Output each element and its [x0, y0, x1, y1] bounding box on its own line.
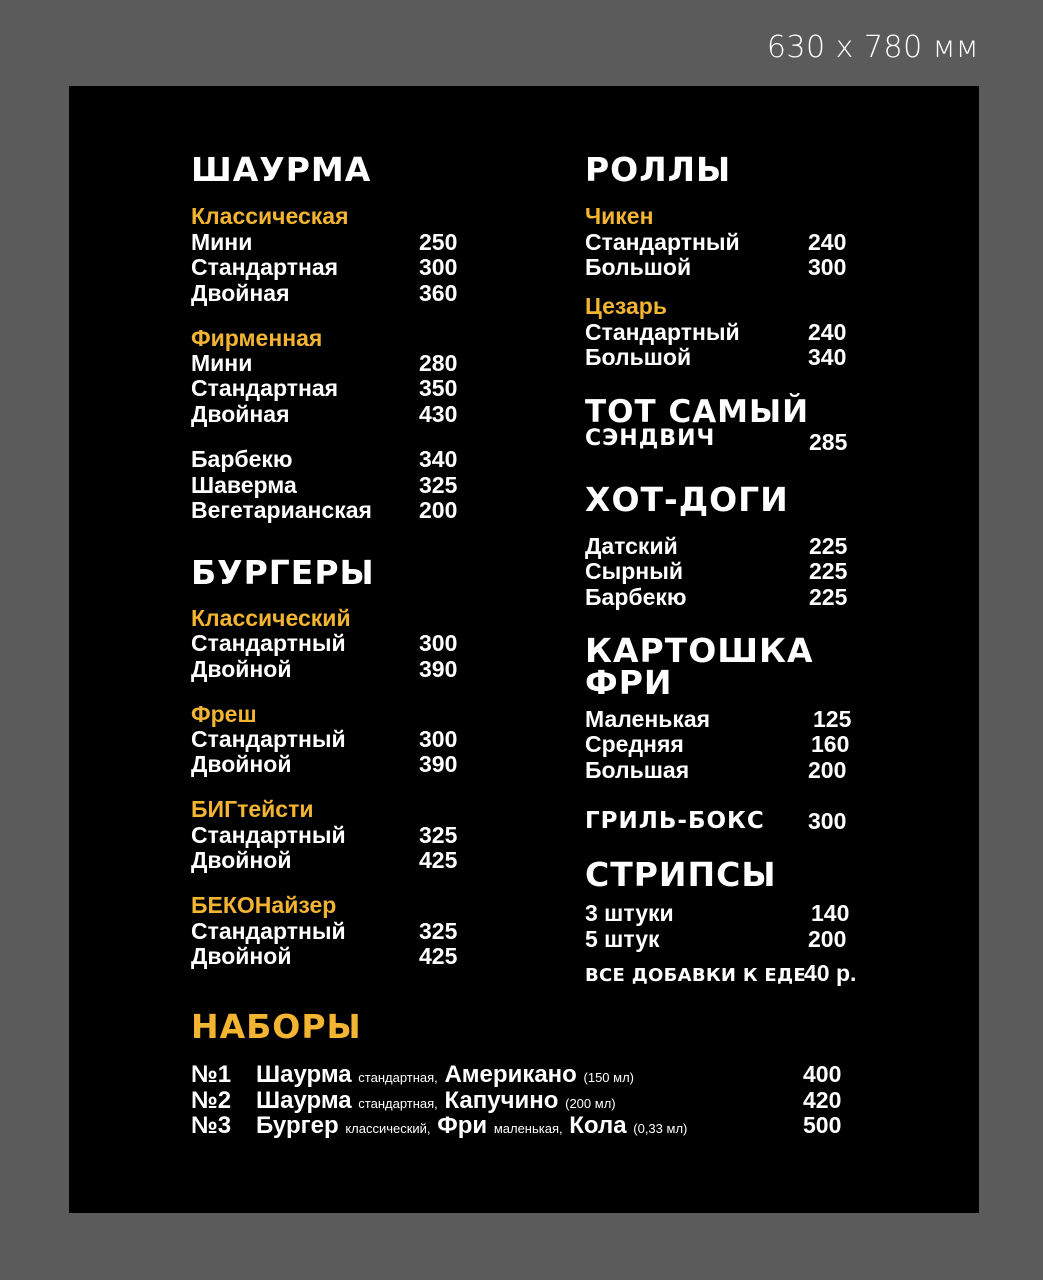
- burgers-title: БУРГЕРЫ: [191, 553, 375, 592]
- menu-item-name: Средняя: [585, 731, 684, 757]
- sandwich-subtitle: СЭНДВИЧ: [585, 426, 716, 451]
- menu-item-name: Вегетарианская: [191, 497, 372, 523]
- combo-item: Кола: [569, 1112, 627, 1139]
- menu-item-price: 160: [811, 731, 850, 757]
- menu-item-price: 360: [419, 280, 458, 306]
- menu-item-name: Маленькая: [585, 706, 711, 732]
- menu-item-name: Стандартный: [585, 229, 740, 255]
- combo-note: маленькая,: [493, 1121, 563, 1136]
- combo-line: [256, 1114, 687, 1138]
- menu-item-name: Барбекю: [191, 446, 293, 472]
- menu-item-price: 200: [808, 757, 847, 783]
- menu-item-price: 325: [419, 822, 458, 848]
- menu-item-price: 125: [813, 706, 852, 732]
- menu-item-name: Стандартный: [191, 822, 346, 848]
- combo-price: 400: [803, 1061, 842, 1087]
- combo-item: Фри: [437, 1112, 488, 1139]
- menu-item-name: Стандартный: [191, 726, 346, 752]
- combo-note: стандартная,: [358, 1096, 438, 1111]
- menu-item-name: Двойной: [191, 847, 292, 873]
- menu-item-price: 325: [419, 918, 458, 944]
- menu-item-price: 340: [808, 344, 847, 370]
- menu-item-price: 225: [809, 558, 848, 584]
- menu-item-price: 325: [419, 472, 458, 498]
- menu-item-name: Двойной: [191, 943, 292, 969]
- menu-item-name: Стандартный: [191, 918, 346, 944]
- strips-title: СТРИПСЫ: [585, 855, 777, 894]
- combo-note: классический,: [345, 1121, 431, 1136]
- grill-box-title: ГРИЛЬ-БОКС: [585, 808, 765, 834]
- addons-price: 40 р.: [804, 960, 857, 986]
- combo-item: Капучино: [444, 1087, 559, 1114]
- menu-item-name: Мини: [191, 350, 253, 376]
- combo-note: (150 мл): [583, 1070, 634, 1085]
- menu-item-price: 300: [419, 254, 458, 280]
- sandwich-price: 285: [809, 429, 848, 455]
- menu-item-name: Большая: [585, 757, 690, 783]
- burgers-group-baconizer: БЕКОНайзер: [191, 892, 337, 918]
- fries-title-line2: ФРИ: [585, 663, 673, 702]
- menu-item-name: Большой: [585, 254, 692, 280]
- menu-item-price: 300: [419, 726, 458, 752]
- menu-item-name: Двойной: [191, 656, 292, 682]
- menu-item-price: 200: [419, 497, 458, 523]
- menu-item-name: Стандартная: [191, 375, 339, 401]
- sandwich-title: ТОТ САМЫЙ: [585, 394, 810, 430]
- menu-item-name: Шаверма: [191, 472, 297, 498]
- combo-number: №2: [191, 1087, 232, 1114]
- fries-title: КАРТОШКА: [585, 631, 814, 670]
- menu-item-name: Стандартный: [585, 319, 740, 345]
- menu-item-name: Двойной: [191, 751, 292, 777]
- burgers-group-fresh: Фреш: [191, 701, 257, 727]
- menu-item-price: 300: [808, 254, 847, 280]
- menu-item-price: 140: [811, 900, 850, 926]
- menu-item-price: 430: [419, 401, 458, 427]
- rolls-title: РОЛЛЫ: [585, 150, 732, 189]
- menu-item-price: 390: [419, 656, 458, 682]
- menu-item-price: 200: [808, 926, 847, 952]
- combo-note: стандартная,: [358, 1070, 438, 1085]
- menu-item-name: Стандартная: [191, 254, 339, 280]
- menu-item-price: 340: [419, 446, 458, 472]
- combo-item: Бургер: [256, 1112, 339, 1139]
- burgers-group-bigtasty: БИГтейсти: [191, 796, 314, 822]
- menu-item-name: Сырный: [585, 558, 683, 584]
- combo-price: 500: [803, 1112, 842, 1138]
- menu-item-price: 240: [808, 319, 847, 345]
- combo-line: [256, 1089, 616, 1113]
- menu-item-price: 225: [809, 533, 848, 559]
- shawarma-group-classic: Классическая: [191, 203, 349, 229]
- menu-item-price: 425: [419, 847, 458, 873]
- combo-note: (0,33 мл): [633, 1121, 688, 1136]
- menu-item-price: 425: [419, 943, 458, 969]
- menu-item-name: Двойная: [191, 280, 290, 306]
- addons-title: ВСЕ ДОБАВКИ К ЕДЕ: [585, 965, 806, 986]
- rolls-group-caesar: Цезарь: [585, 293, 667, 319]
- burgers-group-classic: Классический: [191, 605, 351, 631]
- menu-item-name: Двойная: [191, 401, 290, 427]
- combos-title: НАБОРЫ: [191, 1007, 362, 1046]
- menu-item-name: Мини: [191, 229, 253, 255]
- menu-item-name: Барбекю: [585, 584, 687, 610]
- combo-note: (200 мл): [565, 1096, 616, 1111]
- grill-box-price: 300: [808, 808, 847, 834]
- menu-item-price: 240: [808, 229, 847, 255]
- menu-item-price: 250: [419, 229, 458, 255]
- hotdogs-title: ХОТ-ДОГИ: [585, 480, 789, 519]
- combo-price: 420: [803, 1087, 842, 1113]
- combo-number: №3: [191, 1112, 232, 1139]
- combo-item: Шаурма: [256, 1061, 352, 1088]
- combo-line: [256, 1063, 634, 1087]
- combo-item: Шаурма: [256, 1087, 352, 1114]
- menu-board: [69, 86, 979, 1213]
- menu-item-name: 5 штук: [585, 926, 660, 952]
- combo-number: №1: [191, 1061, 232, 1088]
- menu-item-name: 3 штуки: [585, 900, 674, 926]
- menu-item-name: Большой: [585, 344, 692, 370]
- menu-item-name: Стандартный: [191, 630, 346, 656]
- menu-item-price: 350: [419, 375, 458, 401]
- combo-item: Американо: [444, 1061, 577, 1088]
- menu-item-price: 300: [419, 630, 458, 656]
- shawarma-title: ШАУРМА: [191, 150, 372, 189]
- shawarma-group-signature: Фирменная: [191, 325, 323, 351]
- menu-item-price: 390: [419, 751, 458, 777]
- menu-item-price: 225: [809, 584, 848, 610]
- size-label: 630 х 780 мм: [766, 30, 979, 65]
- menu-item-name: Датский: [585, 533, 678, 559]
- menu-item-price: 280: [419, 350, 458, 376]
- rolls-group-chicken: Чикен: [585, 203, 654, 229]
